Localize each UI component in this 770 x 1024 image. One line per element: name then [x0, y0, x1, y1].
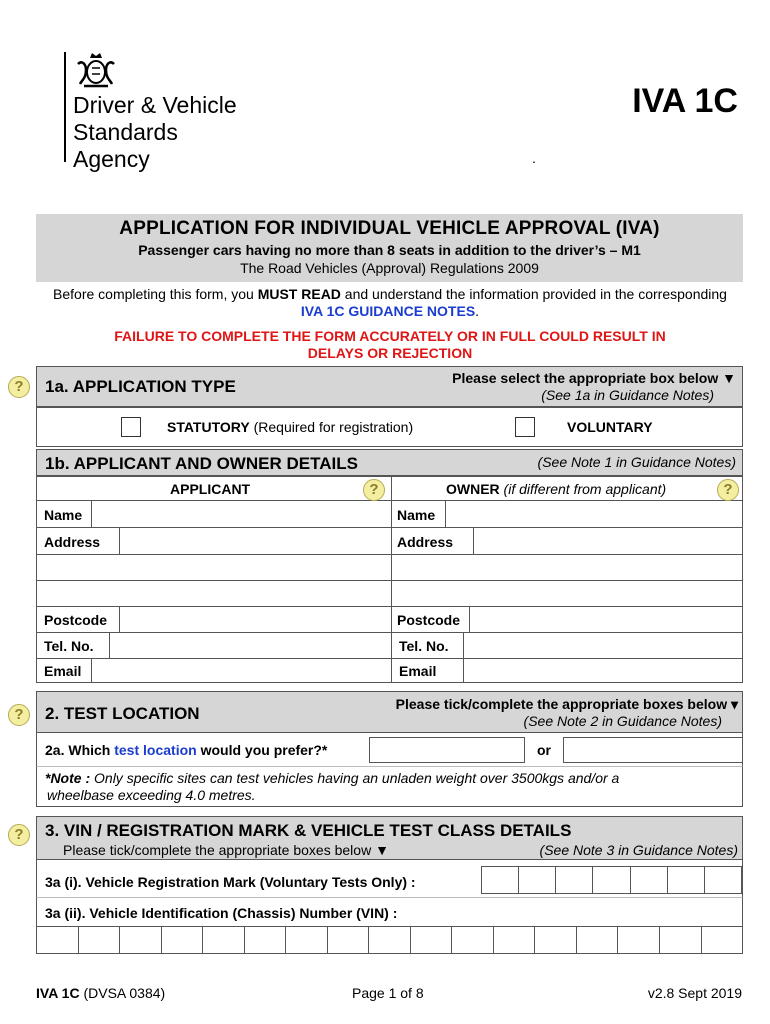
voluntary-checkbox[interactable]	[515, 417, 535, 437]
warning-line-1: FAILURE TO COMPLETE THE FORM ACCURATELY OR IN FULL COULD RESULT IN	[114, 328, 666, 344]
section-3-note: (See Note 3 in Guidance Notes)	[539, 842, 738, 858]
footnote-line-1	[45, 770, 619, 787]
owner-postcode-label: Postcode	[397, 612, 461, 628]
character-box[interactable]	[631, 867, 668, 893]
character-box[interactable]	[618, 927, 660, 953]
section-3-instruction: Please tick/complete the appropriate boxes below ▼	[63, 842, 389, 858]
footer-code: IVA 1C	[36, 985, 80, 1001]
footer-version: v2.8 Sept 2019	[647, 985, 742, 1001]
owner-header-cell	[392, 477, 742, 501]
intro-text	[40, 286, 740, 320]
applicant-name-input[interactable]	[91, 501, 392, 527]
section-3-header	[36, 816, 743, 860]
owner-postcode-input[interactable]	[469, 607, 742, 632]
test-location-row	[36, 733, 743, 767]
section-1a-header	[36, 366, 743, 407]
character-box[interactable]	[702, 927, 743, 953]
tel-row	[37, 633, 742, 659]
applicant-tel-label: Tel. No.	[44, 638, 94, 654]
character-box[interactable]	[79, 927, 121, 953]
guidance-notes-link[interactable]: IVA 1C GUIDANCE NOTES	[300, 303, 476, 319]
character-box[interactable]	[494, 927, 536, 953]
test-location-input-1[interactable]	[369, 737, 525, 763]
footer-code-suffix: (DVSA 0384)	[79, 985, 166, 1001]
section-1a-title: 1a. APPLICATION TYPE	[45, 377, 236, 396]
question-mark-icon[interactable]: ?	[8, 824, 30, 846]
applicant-postcode-input[interactable]	[119, 607, 392, 632]
agency-line-3: Agency	[73, 146, 150, 172]
applicant-address-input[interactable]	[119, 528, 392, 554]
applicant-address-line-3[interactable]	[37, 581, 392, 606]
statutory-note: (Required for registration)	[249, 419, 414, 435]
owner-header	[446, 481, 666, 497]
test-location-question	[45, 742, 327, 758]
character-box[interactable]	[556, 867, 593, 893]
test-location-input-2[interactable]	[563, 737, 743, 763]
character-box[interactable]	[482, 867, 519, 893]
agency-line-1: Driver & Vehicle	[73, 92, 237, 118]
owner-email-label: Email	[399, 663, 437, 679]
character-box[interactable]	[660, 927, 702, 953]
character-box[interactable]	[162, 927, 204, 953]
section-2-instruction: Please tick/complete the appropriate boxes below ▾	[395, 696, 738, 712]
postcode-row	[37, 607, 742, 633]
intro-pre: Before completing this form, you	[53, 286, 258, 302]
question-mark-icon[interactable]: ?	[717, 479, 739, 501]
section-1a-instruction: Please select the appropriate box below ▼	[452, 370, 736, 386]
applicant-header: APPLICANT	[170, 481, 251, 497]
email-row	[37, 659, 742, 682]
character-box[interactable]	[369, 927, 411, 953]
applicant-header-cell	[37, 477, 392, 501]
test-location-link[interactable]: test location	[114, 742, 197, 758]
test-location-q-post: would you prefer?*	[196, 742, 328, 758]
section-1b-title: 1b. APPLICANT AND OWNER DETAILS	[45, 454, 358, 473]
owner-address-label: Address	[397, 534, 454, 550]
character-box[interactable]	[37, 927, 79, 953]
owner-address-input[interactable]	[473, 528, 742, 554]
intro-end: .	[475, 303, 480, 319]
section-1b-note: (See Note 1 in Guidance Notes)	[537, 454, 736, 470]
applicant-postcode-label: Postcode	[44, 612, 108, 628]
owner-header-note: (if different from applicant)	[499, 481, 667, 497]
footnote-line-2: wheelbase exceeding 4.0 metres.	[47, 787, 256, 803]
footer-page-number: Page 1 of 8	[352, 985, 424, 1001]
footnote-text-1: Only specific sites can test vehicles having an unladen weight over 3500kgs and/or a	[90, 770, 620, 786]
section-1a-note: (See 1a in Guidance Notes)	[541, 387, 714, 403]
address-line-3-row	[37, 581, 742, 607]
vin-label: 3a (ii). Vehicle Identification (Chassis) Number (VIN) :	[45, 905, 398, 921]
vin-input[interactable]	[36, 926, 743, 954]
form-subtitle: Passenger cars having no more than 8 seats in addition to the driver’s – M1	[138, 242, 641, 258]
section-2-header	[36, 691, 743, 733]
applicant-email-input[interactable]	[91, 659, 392, 682]
statutory-text: STATUTORY	[167, 419, 250, 435]
application-type-row	[36, 407, 743, 447]
header-dot: .	[532, 150, 536, 166]
logo-divider	[64, 52, 66, 162]
character-box[interactable]	[328, 927, 370, 953]
applicant-name-label: Name	[44, 507, 83, 523]
character-box[interactable]	[593, 867, 630, 893]
agency-logo-text	[73, 92, 237, 173]
test-location-q-pre: 2a. Which	[45, 742, 115, 758]
applicant-address-label: Address	[44, 534, 101, 550]
character-box[interactable]	[411, 927, 453, 953]
footer-form-code	[36, 985, 165, 1001]
character-box[interactable]	[286, 927, 328, 953]
address-row	[37, 528, 742, 555]
applicant-email-label: Email	[44, 663, 82, 679]
owner-address-line-3[interactable]	[392, 581, 742, 606]
character-box[interactable]	[203, 927, 245, 953]
intro-post: and understand the information provided in the corresponding	[340, 286, 727, 302]
owner-header-text: OWNER	[446, 481, 500, 497]
test-location-footnote	[36, 767, 743, 807]
character-box[interactable]	[577, 927, 619, 953]
character-box[interactable]	[668, 867, 705, 893]
section-2-note: (See Note 2 in Guidance Notes)	[523, 713, 722, 729]
character-box[interactable]	[120, 927, 162, 953]
owner-tel-label: Tel. No.	[399, 638, 449, 654]
or-label: or	[537, 742, 551, 758]
name-row	[37, 501, 742, 528]
form-regulation: The Road Vehicles (Approval) Regulations 2009	[240, 260, 539, 276]
question-mark-icon[interactable]: ?	[8, 704, 30, 726]
question-mark-icon[interactable]: ?	[8, 376, 30, 398]
owner-name-input[interactable]	[445, 501, 742, 527]
owner-email-input[interactable]	[463, 659, 742, 682]
footnote-label: *Note :	[45, 770, 91, 786]
intro-must-read: MUST READ	[257, 286, 341, 302]
form-title: APPLICATION FOR INDIVIDUAL VEHICLE APPROVAL (IVA)	[119, 218, 660, 239]
agency-line-2: Standards	[73, 119, 178, 145]
character-box[interactable]	[519, 867, 556, 893]
applicant-tel-input[interactable]	[109, 633, 392, 658]
owner-address-line-2[interactable]	[392, 555, 742, 580]
address-line-2-row	[37, 555, 742, 581]
registration-mark-input[interactable]	[481, 866, 742, 894]
royal-crest-icon	[72, 50, 120, 90]
voluntary-label: VOLUNTARY	[567, 419, 653, 435]
section-1b-header	[36, 449, 743, 476]
warning-text	[40, 328, 740, 362]
owner-tel-input[interactable]	[463, 633, 742, 658]
character-box[interactable]	[535, 927, 577, 953]
character-box[interactable]	[452, 927, 494, 953]
section-3-title: 3. VIN / REGISTRATION MARK & VEHICLE TEST CLASS DETAILS	[45, 821, 572, 840]
character-box[interactable]	[705, 867, 741, 893]
registration-row	[36, 860, 743, 898]
warning-line-2: DELAYS OR REJECTION	[307, 345, 473, 361]
vin-label-row	[36, 898, 743, 926]
title-banner	[36, 214, 743, 282]
statutory-label	[167, 419, 413, 435]
statutory-checkbox[interactable]	[121, 417, 141, 437]
form-code: IVA 1C	[632, 82, 738, 120]
character-box[interactable]	[245, 927, 287, 953]
details-table	[36, 476, 743, 683]
registration-label: 3a (i). Vehicle Registration Mark (Voluntary Tests Only) :	[45, 874, 416, 890]
question-mark-icon[interactable]: ?	[363, 479, 385, 501]
owner-name-label: Name	[397, 507, 436, 523]
applicant-address-line-2[interactable]	[37, 555, 392, 580]
section-2-title: 2. TEST LOCATION	[45, 704, 200, 723]
